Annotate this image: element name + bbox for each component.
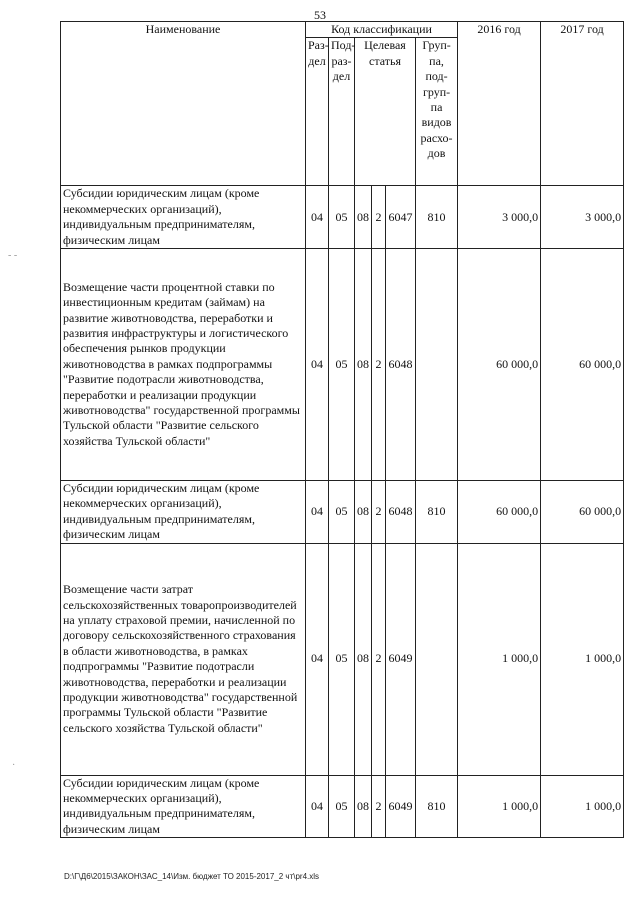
row-amount-2017: 3 000,0 (541, 186, 624, 249)
row-name: Возмещение части процентной ставки по инвестиционным кредитам (займам) на развитие животноводства, переработки и развития инфраструктуры и логистического обеспечения рынков продукции животноводства в рамках подпрограммы "Развитие подотрасли животноводства, переработки и реализации продукции животноводства" государственной программы Тульской области "Развитие сельского хозяйства Тульской области" (61, 249, 306, 481)
row-name: Субсидии юридическим лицам (кроме некоммерческих организаций), индивидуальным предпринимателям, физическим лицам (61, 481, 306, 544)
row-section: 04 (306, 775, 329, 838)
row-target-part2: 2 (372, 775, 386, 838)
row-target-part1: 08 (355, 481, 372, 544)
row-subsection: 05 (329, 775, 355, 838)
row-section: 04 (306, 543, 329, 775)
table-row (61, 775, 624, 838)
row-expense-type: 810 (416, 481, 458, 544)
budget-table (60, 21, 624, 838)
row-amount-2016: 1 000,0 (458, 543, 541, 775)
table-row (61, 249, 624, 481)
header-year-2017: 2017 год (541, 22, 624, 186)
row-target-part1: 08 (355, 186, 372, 249)
header-expense-group: Груп- па, под- груп- па видов расхо- дов (416, 38, 458, 186)
row-amount-2017: 60 000,0 (541, 481, 624, 544)
row-target-part1: 08 (355, 543, 372, 775)
row-target-part3: 6049 (386, 543, 416, 775)
header-year-2016: 2016 год (458, 22, 541, 186)
scan-margin-mark: - - (8, 250, 18, 261)
row-amount-2016: 60 000,0 (458, 481, 541, 544)
row-subsection: 05 (329, 543, 355, 775)
row-target-part1: 08 (355, 775, 372, 838)
row-amount-2017: 60 000,0 (541, 249, 624, 481)
header-section: Раз- дел (306, 38, 329, 186)
scan-margin-mark: · (12, 760, 16, 771)
row-target-part2: 2 (372, 186, 386, 249)
row-target-part2: 2 (372, 543, 386, 775)
header-subsection: Под- раз- дел (329, 38, 355, 186)
footer-file-path: D:\Г\Д6\2015\ЗАКОН\ЗАС_14\Изм. бюджет ТО 2015-2017_2 чт\pr4.xls (64, 872, 320, 881)
row-target-part1: 08 (355, 249, 372, 481)
row-subsection: 05 (329, 249, 355, 481)
table-row (61, 481, 624, 544)
row-target-part3: 6047 (386, 186, 416, 249)
table-row (61, 186, 624, 249)
row-section: 04 (306, 186, 329, 249)
row-target-part3: 6049 (386, 775, 416, 838)
header-name: Наименование (61, 22, 306, 186)
header-target-article: Целевая статья (355, 38, 416, 186)
row-expense-type (416, 249, 458, 481)
row-expense-type: 810 (416, 186, 458, 249)
row-name: Субсидии юридическим лицам (кроме некоммерческих организаций), индивидуальным предпринимателям, физическим лицам (61, 775, 306, 838)
row-section: 04 (306, 481, 329, 544)
row-expense-type (416, 543, 458, 775)
row-target-part3: 6048 (386, 249, 416, 481)
row-subsection: 05 (329, 481, 355, 544)
row-amount-2016: 1 000,0 (458, 775, 541, 838)
row-expense-type: 810 (416, 775, 458, 838)
row-target-part2: 2 (372, 249, 386, 481)
row-name: Субсидии юридическим лицам (кроме некоммерческих организаций), индивидуальным предпринимателям, физическим лицам (61, 186, 306, 249)
row-section: 04 (306, 249, 329, 481)
table-row (61, 543, 624, 775)
row-amount-2016: 60 000,0 (458, 249, 541, 481)
header-code-group: Код классификации (306, 22, 458, 38)
page-number: 53 (314, 8, 326, 22)
row-name: Возмещение части затрат сельскохозяйственных товаропроизводителей на уплату страховой премии, начисленной по договору сельскохозяйственного страхования в области животноводства, в рамках подпрограммы "Развитие подотрасли животноводства, переработки и реализации продукции животноводства" государственной программы Тульской области "Развитие сельского хозяйства Тульской области" (61, 543, 306, 775)
row-target-part2: 2 (372, 481, 386, 544)
row-amount-2017: 1 000,0 (541, 543, 624, 775)
row-subsection: 05 (329, 186, 355, 249)
row-target-part3: 6048 (386, 481, 416, 544)
row-amount-2016: 3 000,0 (458, 186, 541, 249)
row-amount-2017: 1 000,0 (541, 775, 624, 838)
